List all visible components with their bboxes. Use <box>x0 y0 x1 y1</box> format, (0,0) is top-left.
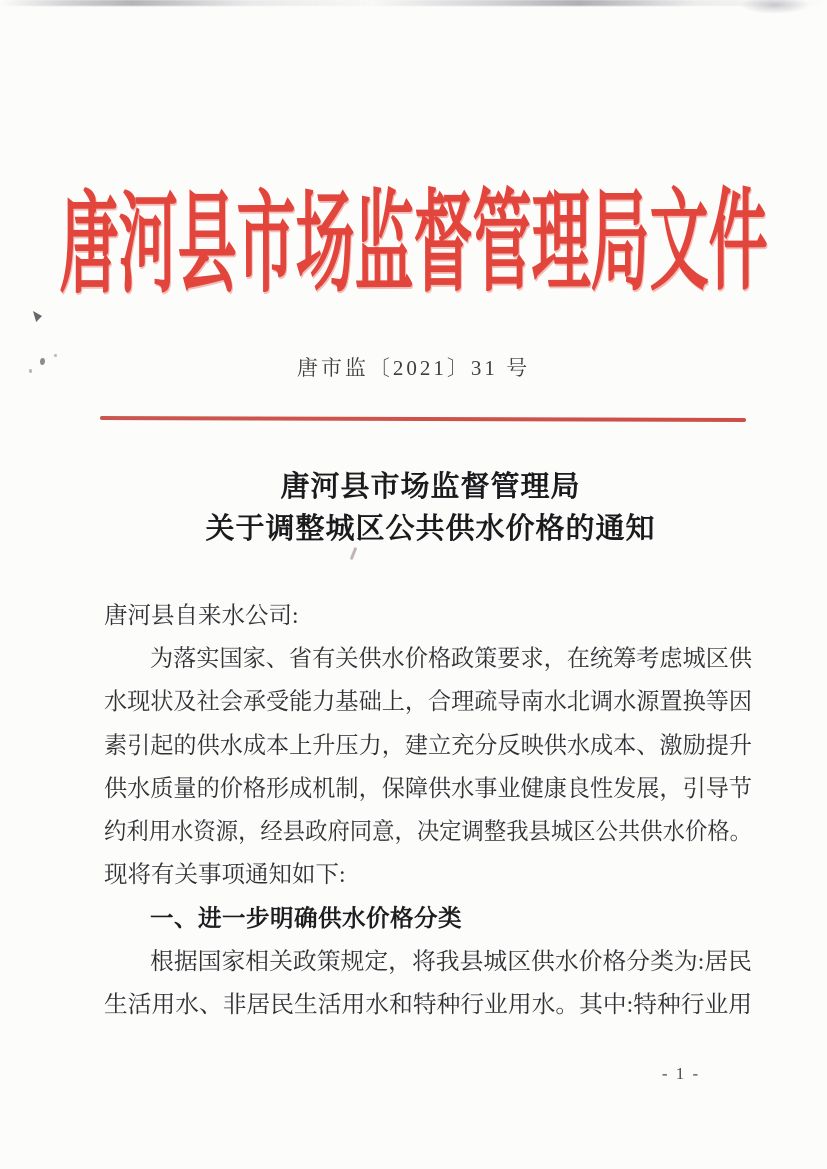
scan-smudge-artifact <box>740 0 810 14</box>
body-section-heading: 一、进一步明确供水价格分类 <box>150 905 462 932</box>
red-divider-line <box>100 416 746 422</box>
body-line: 生活用水、非居民生活用水和特种行业用水。其中:特种行业用 <box>104 991 752 1018</box>
body-line: 现将有关事项通知如下: <box>104 862 346 889</box>
scan-edge-artifact <box>0 0 827 6</box>
document-title-line1: 唐河县市场监督管理局 <box>280 471 581 503</box>
document-body <box>104 595 752 1027</box>
body-line: 根据国家相关政策规定，将我县城区供水价格分类为:居民 <box>150 948 752 975</box>
agency-letterhead: 唐河县市场监督管理局文件 <box>59 179 768 308</box>
body-line: 约利用水资源，经县政府同意，决定调整我县城区公共供水价格。 <box>104 818 752 845</box>
body-line: 水现状及社会承受能力基础上，合理疏导南水北调水源置换等因 <box>104 689 752 716</box>
document-title-line2: 关于调整城区公共供水价格的通知 <box>205 513 656 545</box>
body-line: 供水质量的价格形成机制，保障供水事业健康良性发展，引导节 <box>104 775 752 802</box>
document-number: 唐市监〔2021〕31 号 <box>296 356 531 380</box>
page-number: - 1 - <box>661 1064 701 1083</box>
document-title <box>17 466 827 550</box>
body-line: 唐河县自来水公司: <box>104 603 299 629</box>
body-line: 为落实国家、省有关供水价格政策要求，在统筹考虑城区供 <box>150 646 752 673</box>
body-line: 素引起的供水成本上升压力，建立充分反映供水成本、激励提升 <box>104 732 752 759</box>
